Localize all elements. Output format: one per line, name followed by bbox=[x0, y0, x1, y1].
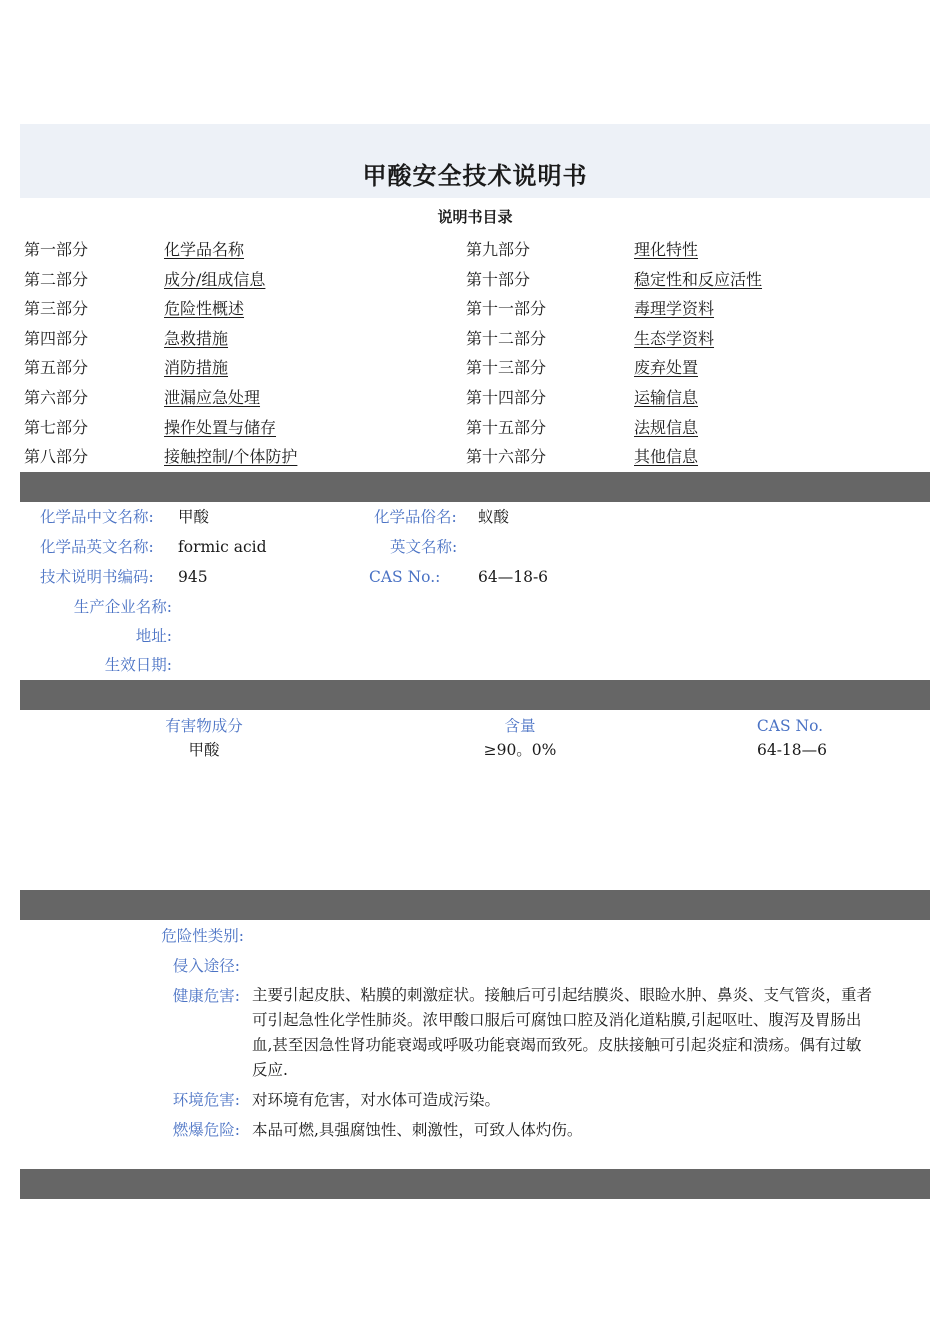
cn-name-value: 甲酸 bbox=[178, 508, 210, 526]
toc-part-10: 第十部分 bbox=[466, 270, 531, 289]
cn-name-label: 化学品中文名称: bbox=[40, 508, 154, 526]
column-header-cas: CAS No. bbox=[756, 717, 824, 735]
en-alias-label: 英文名称: bbox=[390, 538, 458, 556]
toc-link-stability[interactable]: 稳定性和反应活性 bbox=[634, 270, 763, 289]
section-3-header-bar bbox=[20, 890, 930, 920]
health-hazard-line: 反应. bbox=[252, 1061, 288, 1079]
cas-value: 64—18-6 bbox=[478, 568, 549, 586]
cas-cell: 64-18—6 bbox=[756, 741, 828, 759]
toc-part-5: 第五部分 bbox=[24, 358, 89, 377]
en-name-label: 化学品英文名称: bbox=[40, 538, 154, 556]
column-header-ingredient: 有害物成分 bbox=[165, 717, 243, 735]
toc-part-3: 第三部分 bbox=[24, 299, 89, 318]
section-2-header-bar bbox=[20, 680, 930, 710]
toc-link-chemical-name[interactable]: 化学品名称 bbox=[164, 240, 245, 259]
toc-link-composition[interactable]: 成分/组成信息 bbox=[164, 270, 266, 289]
effective-date-label: 生效日期: bbox=[104, 656, 172, 674]
toc-part-7: 第七部分 bbox=[24, 418, 89, 437]
hazard-class-label: 危险性类别: bbox=[161, 927, 244, 945]
toc-link-ecology[interactable]: 生态学资料 bbox=[634, 329, 715, 348]
toc-link-regulations[interactable]: 法规信息 bbox=[634, 418, 699, 437]
document-title: 甲酸安全技术说明书 bbox=[362, 161, 588, 190]
toc-link-other[interactable]: 其他信息 bbox=[634, 447, 699, 466]
toc-link-transport[interactable]: 运输信息 bbox=[634, 388, 699, 407]
en-name-value: formic acid bbox=[178, 538, 267, 556]
toc-link-exposure-protection[interactable]: 接触控制/个体防护 bbox=[164, 447, 298, 466]
toc-part-8: 第八部分 bbox=[24, 447, 89, 466]
content-cell: ≥90。0% bbox=[483, 741, 557, 759]
health-hazard-label: 健康危害: bbox=[172, 987, 240, 1005]
toc-link-handling-storage[interactable]: 操作处置与储存 bbox=[164, 418, 277, 437]
manufacturer-label: 生产企业名称: bbox=[73, 598, 172, 616]
health-hazard-line: 主要引起皮肤、粘膜的刺激症状。接触后可引起结膜炎、眼睑水肿、鼻炎、支气管炎，重者 bbox=[252, 986, 873, 1004]
fire-explosion-text: 本品可燃,具强腐蚀性、刺激性，可致人体灼伤。 bbox=[252, 1121, 583, 1139]
common-name-label: 化学品俗名: bbox=[374, 508, 457, 526]
fire-explosion-label: 燃爆危险: bbox=[172, 1121, 240, 1139]
health-hazard-text bbox=[252, 983, 920, 1083]
toc-part-11: 第十一部分 bbox=[466, 299, 547, 318]
column-header-content: 含量 bbox=[504, 717, 536, 735]
toc-part-9: 第九部分 bbox=[466, 240, 531, 259]
toc-part-16: 第十六部分 bbox=[466, 447, 547, 466]
ingredient-cell: 甲酸 bbox=[188, 741, 220, 759]
code-value: 945 bbox=[178, 568, 208, 586]
common-name-value: 蚁酸 bbox=[478, 508, 510, 526]
toc-part-12: 第十二部分 bbox=[466, 329, 547, 348]
toc-part-15: 第十五部分 bbox=[466, 418, 547, 437]
toc-link-spill[interactable]: 泄漏应急处理 bbox=[164, 388, 261, 407]
cas-label: CAS No.: bbox=[369, 568, 441, 586]
toc-part-13: 第十三部分 bbox=[466, 358, 547, 377]
environment-hazard-text: 对环境有危害，对水体可造成污染。 bbox=[252, 1091, 501, 1109]
toc-link-disposal[interactable]: 废弃处置 bbox=[634, 358, 699, 377]
toc-part-4: 第四部分 bbox=[24, 329, 89, 348]
health-hazard-line: 可引起急性化学性肺炎。浓甲酸口服后可腐蚀口腔及消化道粘膜,引起呕吐、腹泻及胃肠出 bbox=[252, 1011, 862, 1029]
section-1-header-bar bbox=[20, 472, 930, 502]
code-label: 技术说明书编码: bbox=[40, 568, 154, 586]
toc-link-firefighting[interactable]: 消防措施 bbox=[164, 358, 229, 377]
environment-hazard-label: 环境危害: bbox=[172, 1091, 240, 1109]
section-4-header-bar bbox=[20, 1169, 930, 1199]
toc-link-hazards[interactable]: 危险性概述 bbox=[164, 299, 245, 318]
address-label: 地址: bbox=[135, 627, 172, 645]
toc-link-first-aid[interactable]: 急救措施 bbox=[164, 329, 229, 348]
toc-part-14: 第十四部分 bbox=[466, 388, 547, 407]
toc-part-6: 第六部分 bbox=[24, 388, 89, 407]
health-hazard-line: 血,甚至因急性肾功能衰竭或呼吸功能衰竭而致死。皮肤接触可引起炎症和溃疡。偶有过敏 bbox=[252, 1036, 862, 1054]
toc-part-2: 第二部分 bbox=[24, 270, 89, 289]
toc-link-toxicology[interactable]: 毒理学资料 bbox=[634, 299, 715, 318]
toc-part-1: 第一部分 bbox=[24, 240, 89, 259]
toc-heading: 说明书目录 bbox=[437, 208, 513, 226]
route-label: 侵入途径: bbox=[172, 957, 240, 975]
toc-link-properties[interactable]: 理化特性 bbox=[634, 240, 699, 259]
